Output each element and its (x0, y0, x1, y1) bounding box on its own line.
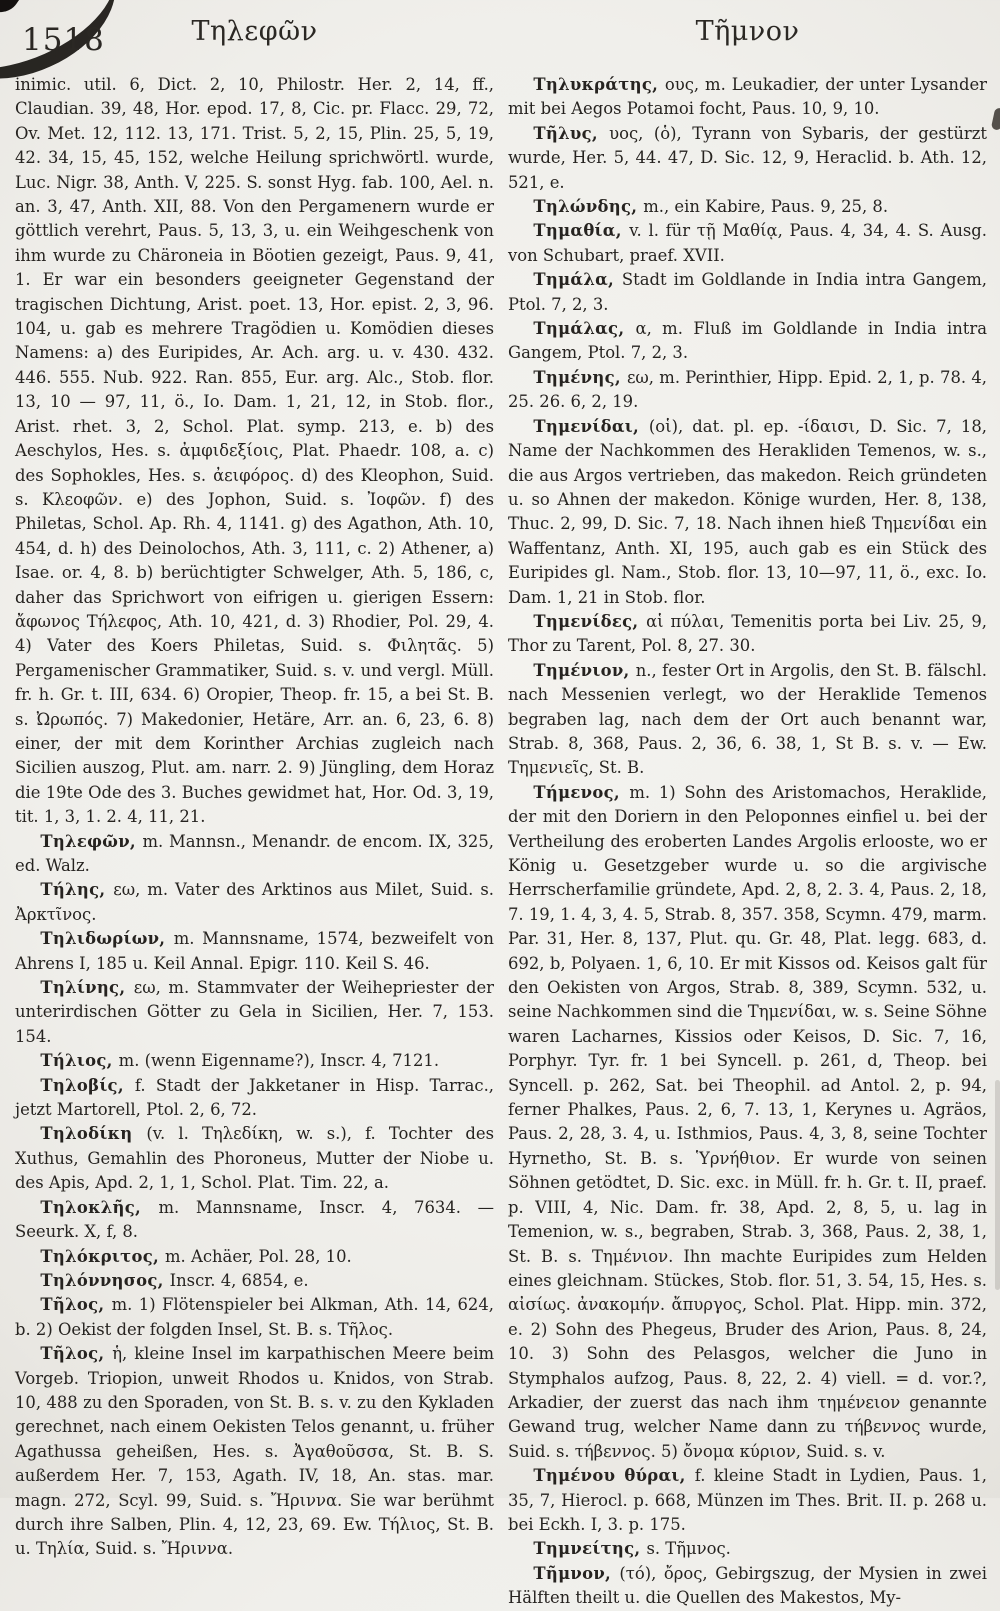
entry-lemma: Τηλώνδης, (533, 197, 644, 217)
entry-lemma: Τηλοδίκη (40, 1124, 147, 1144)
right-column-header: Τῆμνον (695, 16, 800, 47)
dictionary-entry (15, 73, 494, 830)
entry-lemma: Τῆλος, (40, 1344, 113, 1364)
dictionary-entry (15, 1196, 494, 1245)
entry-lemma: Τήμενος, (533, 782, 630, 802)
entry-text: ους, m. Leukadier, der unter Lysander mit bei Aegos Potamoi focht, Paus. 10, 9, 10. (508, 75, 988, 119)
entry-lemma: Τηλόκριτος, (40, 1246, 166, 1266)
entry-text: εω, m. Vater des Arktinos aus Milet, Suid. s. Ἀρκτῖνος. (15, 880, 494, 924)
dictionary-entry (15, 1269, 494, 1293)
entry-text: m. 1) Flötenspieler bei Alkman, Ath. 14, 624, b. 2) Oekist der folgden Insel, St. B. s. Τῆλος. (15, 1295, 494, 1339)
dictionary-entry (15, 830, 494, 879)
entry-lemma: Τημένου θύραι, (533, 1466, 695, 1486)
entry-text: ἡ, kleine Insel im karpathischen Meere beim Vorgeb. Triopion, unweit Rhodos u. Knidos, von Strab. 10, 488 zu den Sporaden, von St. B. s. v. zu den Kykladen gerechnet, nach einem Oekisten Telos genannt, u. früher Agathussa geheißen, Hes. s. Ἀγαθοῦσσα, St. B. S. außerdem Her. 7, 153, Agath. IV, 18, An. stas. mar. magn. 272, Scyl. 99, Suid. s. Ἤριννα. Sie war berühmt durch ihre Salben, Plin. 4, 12, 23, 69. Ew. Τήλιος, St. B. u. Τηλία, Suid. s. Ἤριννα. (15, 1344, 494, 1559)
left-column-header: Τηλεφῶν (191, 16, 318, 47)
text-columns (15, 73, 987, 1611)
entry-lemma: Τημένης, (533, 367, 627, 387)
entry-text: εω, m. Perinthier, Hipp. Epid. 2, 1, p. 78. 4, 25. 26. 6, 2, 19. (508, 367, 987, 412)
dictionary-entry (508, 610, 987, 659)
entry-text: εω, m. Stammvater der Weihepriester der unterirdischen Götter zu Gela in Sicilien, Her. 7, 153. 154. (15, 978, 494, 1046)
entry-lemma: Τημένιον, (533, 660, 636, 680)
dictionary-entry (508, 317, 987, 366)
entry-text: (τό), ὄρος, Gebirgszug, der Mysien in zwei Hälften theilt u. die Quellen des Makestos, My- (508, 1563, 987, 1608)
scan-mark-right-edge (991, 107, 1000, 131)
entry-text: (v. l. Τηλεδίκη, w. s.), f. Tochter des Xuthus, Gemahlin des Phoroneus, Mutter der Niobe u. des Apis, Apd. 2, 1, 1, Schol. Plat. Tim. 22, a. (15, 1124, 494, 1193)
entry-text: Stadt im Goldlande in India intra Gangem, Ptol. 7, 2, 3. (508, 270, 987, 314)
entry-lemma: Τημενίδες, (533, 611, 647, 631)
entry-lemma: Τῆλος, (40, 1295, 112, 1315)
entry-text: m. Mannsname, Inscr. 4, 7634. — Seeurk. X, f, 8. (15, 1197, 494, 1242)
dictionary-entry (15, 976, 494, 1049)
dictionary-entry (508, 1537, 987, 1561)
entry-lemma: Τημάλα, (533, 270, 622, 290)
dictionary-entry (15, 878, 494, 927)
entry-text: α, m. Fluß im Goldlande in India intra Gangem, Ptol. 7, 2, 3. (508, 319, 987, 363)
entry-lemma: Τηλόννησος, (40, 1270, 170, 1290)
dictionary-entry (508, 1562, 987, 1611)
dictionary-entry (508, 415, 987, 610)
entry-text: m. Mannsname, 1574, bezweifelt von Ahrens I, 185 u. Keil Annal. Epigr. 110. Keil S. 46. (15, 929, 494, 973)
entry-lemma: Τημάλας, (533, 319, 636, 339)
entry-lemma: Τῆλυς, (533, 123, 610, 143)
dictionary-entry (508, 195, 987, 219)
dictionary-entry (15, 1342, 494, 1562)
entry-text: s. Τῆμνος. (646, 1539, 731, 1559)
dictionary-entry (508, 122, 987, 195)
entry-lemma: Τημενίδαι, (533, 416, 649, 436)
entry-text: m. Achäer, Pol. 28, 10. (165, 1246, 352, 1266)
entry-text: v. l. für τῇ Μαθίᾳ, Paus. 4, 34, 4. S. Ausg. von Schubart, praef. XVII. (508, 221, 987, 265)
entry-text: inimic. util. 6, Dict. 2, 10, Philostr. Her. 2, 14, ff., Claudian. 39, 48, Hor. epod. 17, 8, Cic. pr. Flacc. 29, 72, Ov. Met. 12, 112. 13, 171. Trist. 5, 2, 15, Plin. 25, 5, 19, 42. 34, 15, 45, 152, welche Heilung sprichwörtl. wurde, Luc. Nigr. 38, Anth. V, 225. S. sonst Hyg. fab. 100, Ael. n. an. 3, 47, Anth. XII, 88. Von den Pergamenern wurde er göttlich verehrt, Paus. 5, 13, 3, u. ein Weihgeschenk von ihm wurde zu Chäroneia in Böotien gezeigt, Paus. 9, 41, 1. Er war ein besonders geeigneter Gegenstand der tragischen Dichtung, Arist. poet. 13, Hor. epist. 2, 3, 96. 104, u. gab es mehrere Tragödien u. Komödien dieses Namens: a) des Euripides, Ar. Ach. arg. u. v. 430. 432. 446. 555. Nub. 922. Ran. 855, Eur. arg. Alc., Stob. flor. 13, 10 — 97, 11, ö., Io. Dam. 1, 21, 12, in Stob. flor., Arist. rhet. 3, 2, Schol. Plat. symp. 213, e. b) des Aeschylos, Hes. s. ἀμφιδεξίοις, Plat. Phaedr. 108, a. c) des Sophokles, Hes. s. ἀειφόρος. d) des Kleophon, Suid. s. Κλεοφῶν. e) des Jophon, Suid. s. Ἰοφῶν. f) des Philetas, Schol. Ap. Rh. 4, 1141. g) des Agathon, Ath. 10, 454, d. h) des Deinolochos, Ath. 3, 111, c. 2) Athener, a) Isae. or. 4, 8. b) berüchtigter Schwelger, Ath. 5, 186, c, daher das Sprichwort von eifrigen u. gierigen Essern: ἄφωνος Τήλεφος, Ath. 10, 421, d. 3) Rhodier, Pol. 29, 4. 4) Vater des Koers Philetas, Suid. s. Φιλητᾶς. 5) Pergamenischer Grammatiker, Suid. s. v. und vergl. Müll. fr. h. Gr. t. III, 634. 6) Oropier, Theop. fr. 15, a bei St. B. s. Ὠρωπός. 7) Makedonier, Hetäre, Arr. an. 6, 23, 6. 8) einer, der mit dem Korinther Archias zugleich nach Sicilien auszog, Plut. am. narr. 2. 9) Jüngling, dem Horaz die 19te Ode des 3. Buches gewidmet hat, Hor. Od. 3, 19, tit. 1, 3, 1. 2. 4, 11, 21. (15, 75, 494, 827)
entry-text: (οἱ), dat. pl. ep. -ίδαισι, D. Sic. 7, 18, Name der Nachkommen des Herakliden Temenos, w. s., die aus Argos vertrieben, das makedon. Reich gründeten u. so Ahnen der makedon. Könige wurden, Her. 8, 138, Thuc. 2, 99, D. Sic. 7, 18. Nach ihnen hieß Τημενίδαι ein Waffentanz, Anth. XI, 195, auch gab es ein Stück des Euripides gl. Nam., Stob. flor. 13, 10—97, 11, ö., exc. Io. Dam. 1, 21 in Stob. flor. (508, 416, 987, 607)
entry-text: m. Mannsn., Menandr. de encom. IX, 325, ed. Walz. (15, 831, 494, 875)
entry-text: υος, (ὁ), Tyrann von Sybaris, der gestürzt wurde, Her. 5, 44. 47, D. Sic. 12, 9, Heraclid. b. Ath. 12, 521, e. (508, 123, 987, 192)
entry-lemma: Τηλοβίς, (40, 1075, 135, 1095)
dictionary-entry (15, 1074, 494, 1123)
dictionary-entry (15, 927, 494, 976)
dictionary-entry (15, 1049, 494, 1073)
entry-text: Inscr. 4, 6854, e. (169, 1270, 309, 1290)
dictionary-entry (508, 366, 987, 415)
dictionary-entry (15, 1293, 494, 1342)
entry-text: f. kleine Stadt in Lydien, Paus. 1, 35, 7, Hierocl. p. 668, Münzen im Thes. Brit. II. p. 268 u. bei Eckh. I, 3. p. 175. (508, 1466, 987, 1534)
dictionary-entry (508, 781, 987, 1464)
left-column (15, 73, 494, 1611)
entry-text: m., ein Kabire, Paus. 9, 25, 8. (643, 197, 889, 217)
entry-text: f. Stadt der Jakketaner in Hisp. Tarrac., jetzt Martorell, Ptol. 2, 6, 72. (15, 1075, 494, 1120)
entry-text: n., fester Ort in Argolis, den St. B. fälschl. nach Messenien verlegt, wo der Heraklide Temenos begraben lag, nach dem der Ort auch benannt war, Strab. 8, 368, Paus. 2, 36, 6. 38, 1, St B. s. v. — Ew. Τημενιεῖς, St. B. (508, 660, 987, 778)
entry-text: αἱ πύλαι, Temenitis porta bei Liv. 25, 9, Thor zu Tarent, Pol. 8, 27. 30. (508, 611, 988, 656)
entry-lemma: Τῆμνον, (533, 1563, 620, 1583)
entry-lemma: Τηλυκράτης, (533, 75, 665, 94)
entry-lemma: Τημαθία, (533, 221, 630, 241)
entry-lemma: Τηλοκλῆς, (40, 1197, 159, 1217)
right-column (508, 73, 987, 1611)
entry-lemma: Τηλίνης, (40, 978, 134, 998)
dictionary-entry (15, 1122, 494, 1195)
entry-lemma: Τημνείτης, (533, 1539, 647, 1559)
page-number: 1518 (22, 22, 105, 58)
dictionary-entry (508, 1464, 987, 1537)
dictionary-entry (508, 219, 987, 268)
dictionary-entry (508, 659, 987, 781)
entry-lemma: Τήλης, (40, 880, 114, 900)
entry-text: m. (wenn Eigenname?), Inscr. 4, 7121. (118, 1051, 440, 1071)
entry-lemma: Τήλιος, (40, 1051, 119, 1071)
entry-lemma: Τηλεφῶν, (40, 831, 143, 851)
scan-streak-right-edge (995, 1080, 1000, 1290)
entry-lemma: Τηλιδωρίων, (40, 929, 174, 949)
entry-text: m. 1) Sohn des Aristomachos, Heraklide, der mit den Doriern in den Peloponnes einfiel u. bei der Vertheilung des eroberten Landes Argolis erlooste, wo er König u. Gesetzgeber wurde u. so die argivische Herrscherfamilie gründete, Apd. 2, 8, 2. 3. 4, Paus. 2, 18, 7. 19, 1. 4, 3, 4. 5, Strab. 8, 357. 358, Scymn. 479, marm. Par. 31, Her. 8, 137, Plut. qu. Gr. 48, Plat. legg. 683, d. 692, b, Polyaen. 1, 6, 10. Er mit Kissos od. Keisos galt für den Oekisten von Argos, Strab. 8, 389, Scymn. 532, u. seine Nachkommen sind die Τημενίδαι, w. s. Seine Söhne waren Lacharnes, Kissios oder Keisos, D. Sic. 7, 16, Porphyr. Tyr. fr. 1 bei Syncell. p. 261, d, Theop. bei Syncell. p. 262, Sat. bei Theophil. ad Antol. 2, p. 94, ferner Phalkes, Paus. 2, 6, 7. 13, 1, Kerynes u. Agräos, Paus. 2, 28, 3. 4, u. Isthmios, Paus. 4, 3, 8, seine Tochter Hyrnetho, St. B. s. Ὑρνήθιον. Er wurde von seinen Söhnen getödtet, D. Sic. exc. in Müll. fr. h. Gr. t. II, praef. p. VIII, 4, Nic. Dam. fr. 38, Apd. 2, 8, 5, u. lag in Temenion, w. s., begraben, Strab. 3, 368, Paus. 2, 38, 1, St. B. s. Τημένιον. Ihn machte Euripides zum Helden eines gleichnam. Stückes, Stob. flor. 51, 3. 54, 15, Hes. s. αἰσίως. ἀνακομήν. ἄπυργος, Schol. Plat. Hipp. min. 372, e. 2) Sohn des Phegeus, Bruder des Arion, Paus. 8, 24, 10. 3) Sohn des Pelasgos, welcher die Juno in Stymphalos aufzog, Paus. 8, 22, 2. 4) viell. = d. vor.?, Arkadier, der zuerst das nach ihm τημένειον genannte Gewand trug, welcher Name dann zu τήβεννος wurde, Suid. s. τήβεννος. 5) ὄνομα κύριον, Suid. s. v. (508, 782, 987, 1461)
dictionary-entry (15, 1245, 494, 1269)
dictionary-entry (508, 268, 987, 317)
dictionary-entry (508, 73, 987, 122)
